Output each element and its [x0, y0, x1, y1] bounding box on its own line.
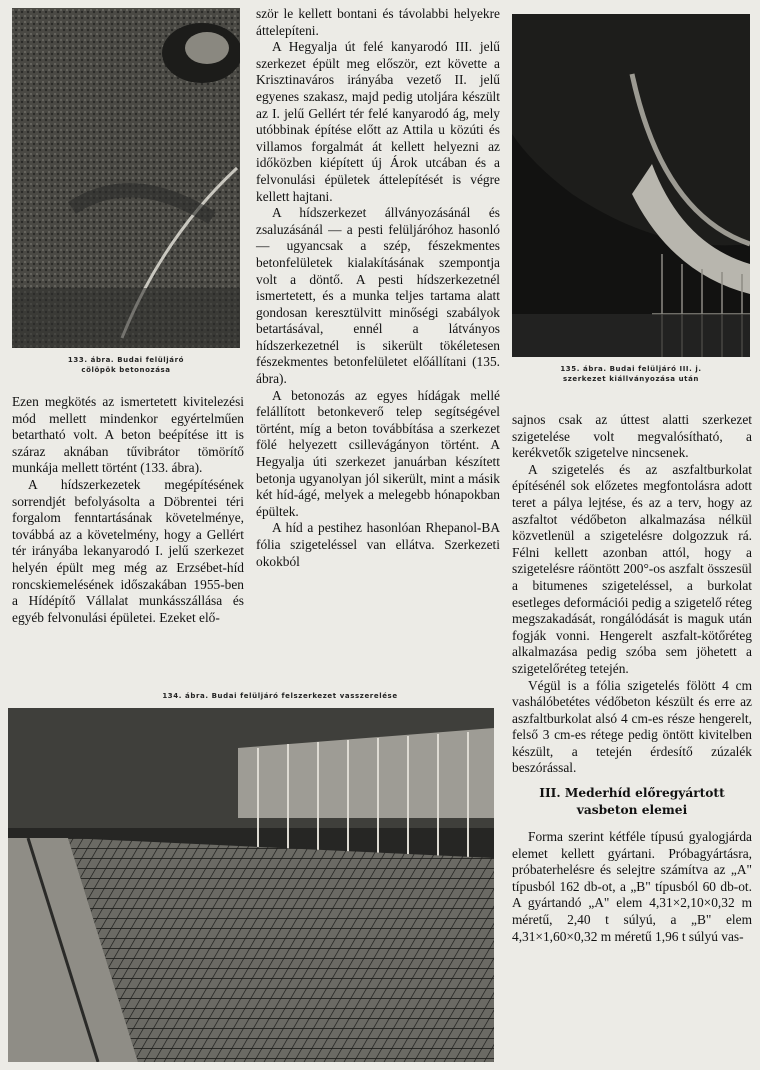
figure-135-caption: 135. ábra. Budai felüljáró III. j. szerkezet kiállványozása után: [560, 365, 702, 383]
paragraph: A szigetelés és az aszfaltburkolat építésénél sok előzetes megfontolásra adott teret a pálya lejtése, és az a terv, hogy az aszfaltot védőbeton alkalmazása nélkül közvetlenül a szigetelésre dolgozzuk rá. Félni kellett azonban attól, hogy a szigetelésre ráöntött 200°-os aszfalt összesül a bitumenes szigeteléssel, a burkolat esetleges deformációi pedig a szigetelő réteg megszakadását, rongálódását is maguk után fogják vonni. Hengerelt aszfalt-kötőréteg alkalmazása pedig szóba sem jöhetett a szigetelőréteg tetején.: [512, 461, 752, 676]
figure-134-caption: 134. ábra. Budai felüljáró felszerkezet vasszerelése: [162, 692, 398, 700]
paragraph: A hídszerkezetek megépítésének sorrendjét befolyásolta a Döbrentei téri forgalom fenntartásának követelménye, továbbá az a követelmény, hogy a Gellért tér irányába lekanyarodó I. jelű szerkezet helyén épült meg még az Erzsébet-híd roncskiemelésének időszakában 1955-ben a Hídépítő Vállalat munkásszállása és egyéb felvonulási épületei. Ezeket elő-: [12, 476, 244, 625]
figure-133-caption: 133. ábra. Budai felüljáró cölöpök betonozása: [67, 356, 185, 374]
figure-134-photo: [8, 708, 494, 1062]
text-column-3: [512, 412, 752, 945]
paragraph: Végül is a fólia szigetelés fölött 4 cm vashálóbetétes védőbeton készült és erre az aszfaltburkolat alsó 4 cm-es része hengerelt, felső 3 cm-es rétege pedig öntött kivitelben készült, a tetején érdesítő zúzalék beszórással.: [512, 677, 752, 776]
text-column-1: [12, 394, 244, 626]
paragraph: Ezen megkötés az ismertetett kivitelezési mód mellett mindenkor egyértelműen betartható volt. A beton beépítése itt is száraz aknában tűvibrátor tömörítő munkája mellett történt (133. ábra).: [12, 394, 244, 476]
paragraph: A híd a pestihez hasonlóan Rhepanol-BA fólia szigeteléssel van ellátva. Szerkezeti okokból: [256, 520, 500, 569]
figure-133-photo: [12, 8, 240, 348]
paragraph: sajnos csak az úttest alatti szerkezet szigetelése volt megvalósítható, a kerékvetők szigetelve nincsenek.: [512, 412, 752, 461]
paragraph: ször le kellett bontani és távolabbi helyekre áttelepíteni.: [256, 6, 500, 38]
text-column-2: [256, 6, 500, 570]
paragraph: A betonozás az egyes hídágak mellé felállított betonkeverő telep segítségével történt, míg a beton továbbítása a szerkezet fölé helyezett csillevágányon történt. A Hegyalja úti szerkezet januárban készített betonja ugyanolyan jól sikerült, mint a másik két híd-ágé, melyek a melegebb hónapokban épültek.: [256, 387, 500, 519]
paragraph: Forma szerint kétféle típusú gyalogjárda elemet kellett gyártani. Próbagyártásra, próbaterhelésre és selejtre számítva az „A" típusból 162 db-ot, a „B" típusból 60 db-ot. A gyártandó „A" elem 4,31×2,10×0,32 m méretű, 2,40 t súlyú, a „B" elem 4,31×1,60×0,32 m méretű 1,96 t súlyú vas-: [512, 829, 752, 944]
section-heading: III. Mederhíd előregyártott vasbeton elemei: [539, 786, 725, 818]
paragraph: A hídszerkezet állványozásánál és zsaluzásánál — a pesti felüljáróhoz hasonló — ugyancsak a szép, fészekmentes betonfelületek kialakításának szempontja volt a döntő. A pesti hídszerkezetnél ismertetett, és a munka teljes tartama alatt gondosan keresztülvitt minőségi szabályok betartásával, ennél a látványos hídszerkezetnél is sikerült tökéletesen fészekmentes betonfelületet előállítani (135. ábra).: [256, 205, 500, 387]
figure-135-photo: [512, 14, 750, 357]
paragraph: A Hegyalja út felé kanyarodó III. jelű szerkezet épült meg először, ezt követte a Krisztinaváros irányába vezető II. jelű egyenes szakasz, majd pedig utoljára készült az I. jelű Gellért tér felé kanyarodó ág, mely utóbbinak építése előtt az Attila u közúti és villamos forgalmát át kellett helyezni az időközben kiépített új Árok utcában és a felvonulási épületek áttelepítését is végre kellett hajtani.: [256, 39, 500, 204]
